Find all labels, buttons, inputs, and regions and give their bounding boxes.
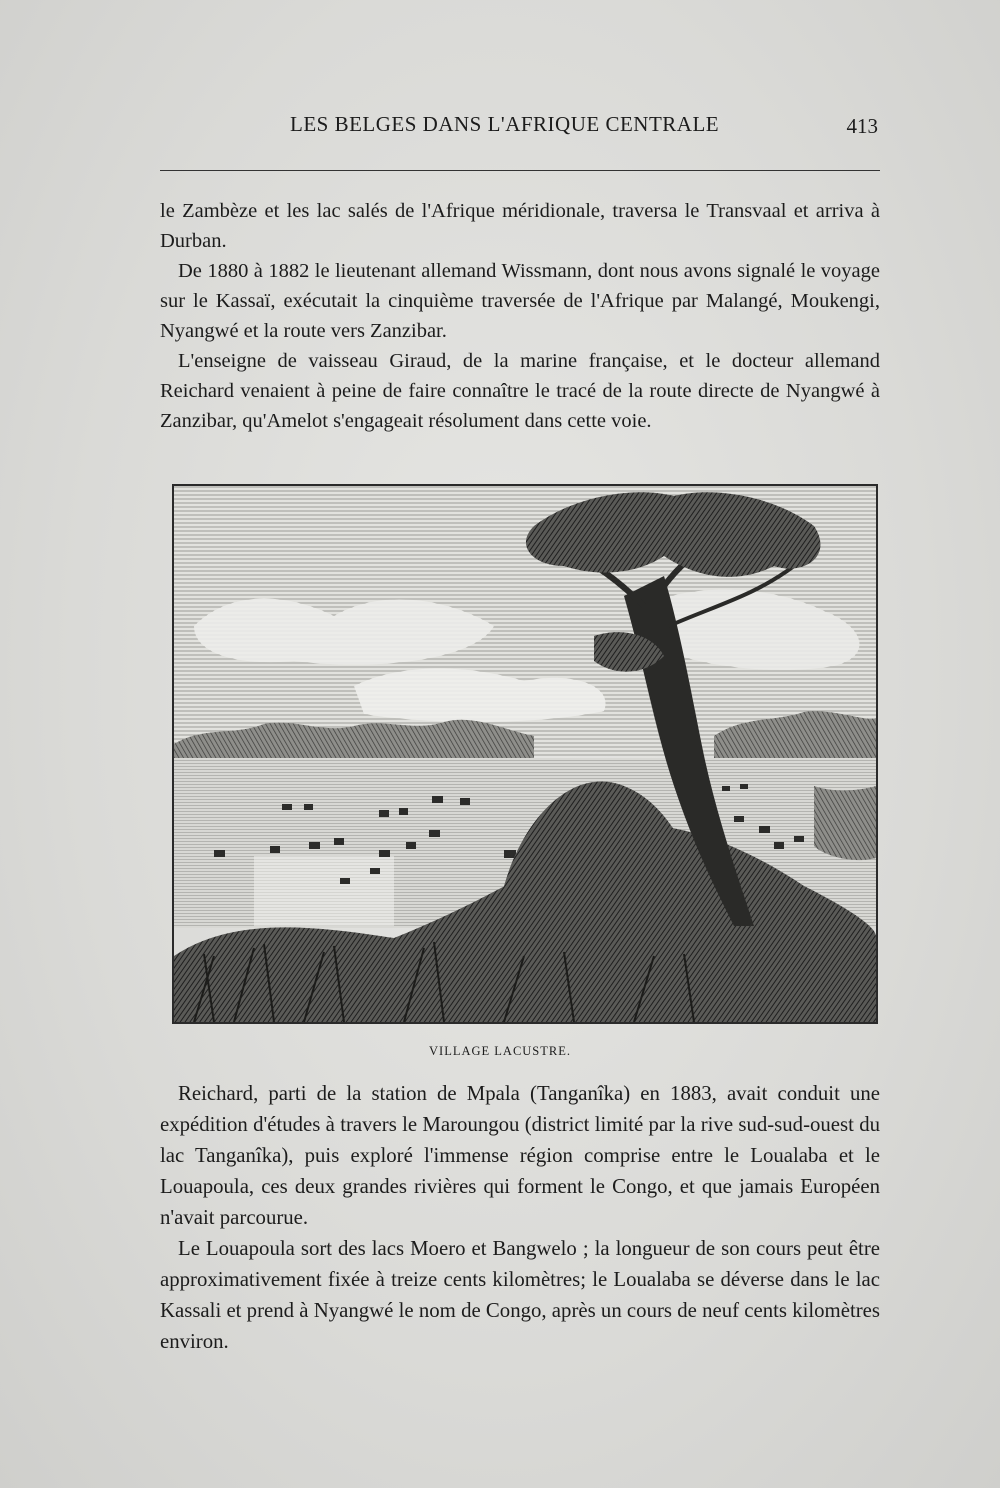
engraving-illustration: [172, 484, 878, 1024]
running-head: [160, 112, 880, 142]
paragraph-wissmann: De 1880 à 1882 le lieutenant allemand Wissmann, dont nous avons signalé le voyage sur le Kassaï, exécutait la cinquième traversée de l'Afrique par Malangé, Moukengi, Nyangwé et la route vers Zanzibar.: [160, 260, 880, 342]
paragraph-reichard: Reichard, parti de la station de Mpala (Tanganîka) en 1883, avait conduit une expédition d'études à travers le Maroungou (district limité par la rive sud-sud-ouest du lac Tanganîka), puis exploré l'immense région comprise entre le Loualaba et le Louapoula, ces deux grandes rivières qui forment le Congo, et que jamais Européen n'avait parcourue.: [160, 1082, 880, 1229]
page-number: 413: [846, 114, 878, 138]
paragraph-continuation: le Zambèze et les lac salés de l'Afrique méridionale, traversa le Transvaal et arriva à Durban.: [160, 200, 880, 252]
top-text-block: [160, 196, 880, 436]
paragraph-louapoula: Le Louapoula sort des lacs Moero et Bangwelo ; la longueur de son cours peut être approximativement fixée à treize cents kilomètres; le Loualaba se déverse dans le lac Kassali et prend à Nyangwé le nom de Congo, après un cours de neuf cents kilomètres environ.: [160, 1237, 880, 1353]
bottom-text-block: [160, 1078, 880, 1357]
paragraph-giraud: L'enseigne de vaisseau Giraud, de la marine française, et le docteur allemand Reichard venaient à peine de faire connaître le tracé de la route directe de Nyangwé à Zanzibar, qu'Amelot s'engageait résolument dans cette voie.: [160, 350, 880, 432]
figure-caption: VILLAGE LACUSTRE.: [429, 1044, 571, 1058]
running-title: LES BELGES DANS L'AFRIQUE CENTRALE: [290, 112, 720, 136]
header-rule: [160, 170, 880, 171]
